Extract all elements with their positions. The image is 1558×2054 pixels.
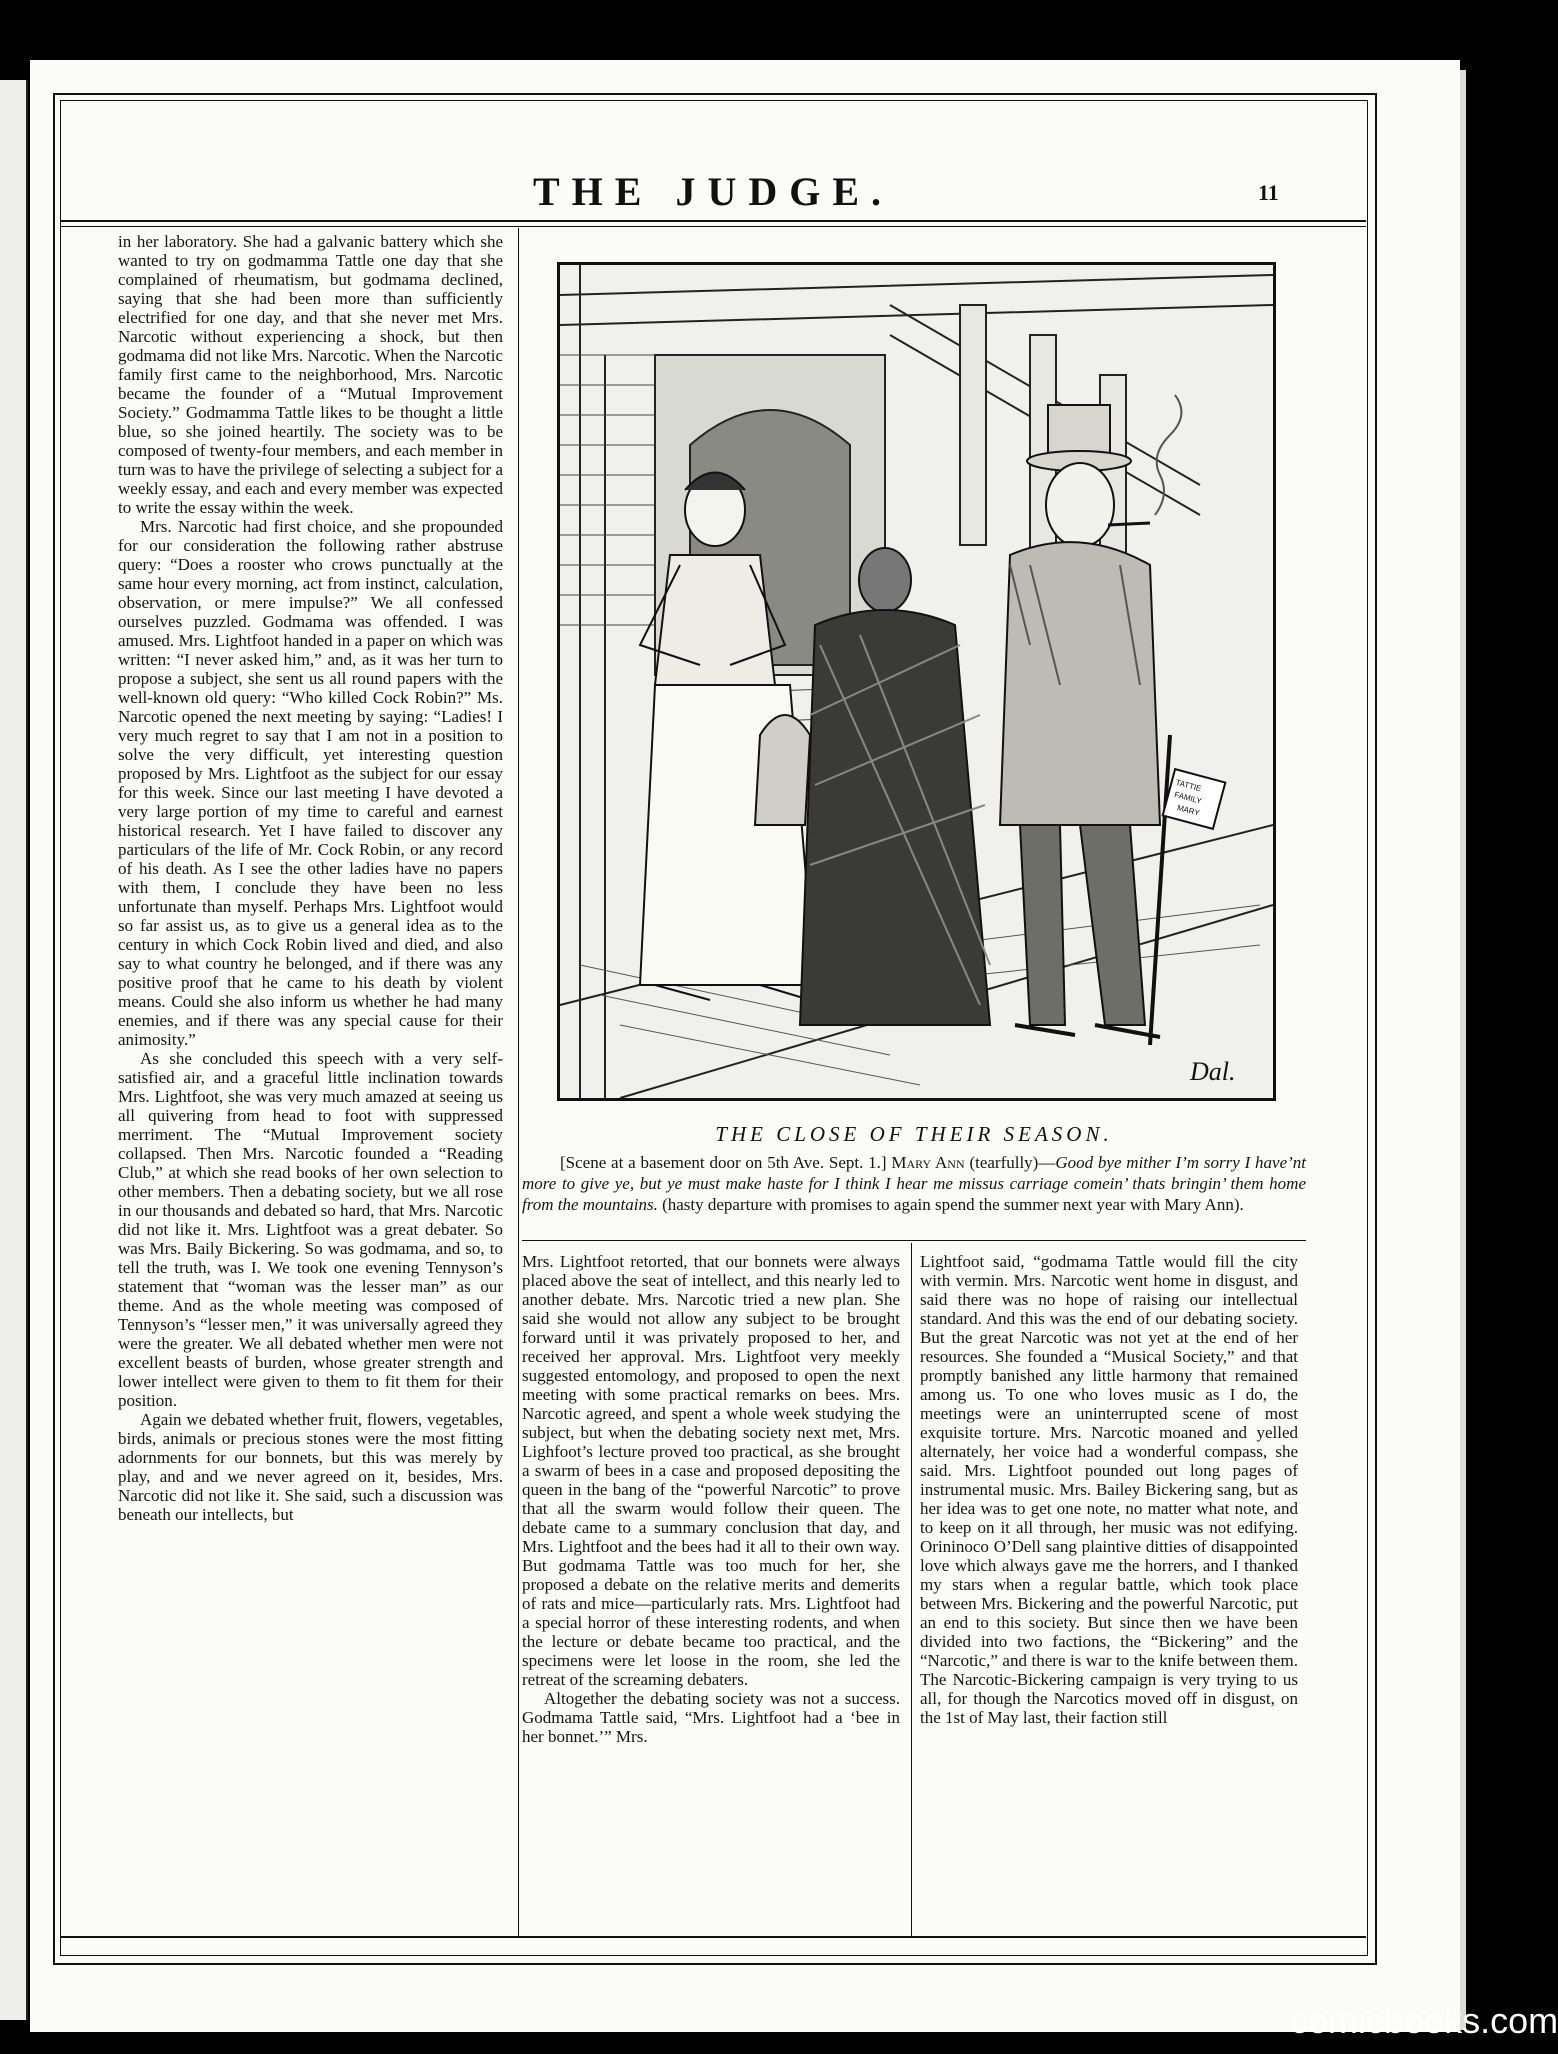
caption-lead: [Scene at a basement door on 5th Ave. Sept. 1.]	[560, 1153, 887, 1172]
sign-line-1: TATTIE	[1174, 777, 1203, 794]
sign-line-3: MARY	[1176, 803, 1201, 818]
cartoon-caption	[522, 1152, 1306, 1215]
header-rule-thin	[60, 226, 1366, 227]
page-number: 11	[1258, 180, 1279, 205]
adjacent-page-strip	[0, 80, 28, 2020]
paragraph: Again we debated whether fruit, flowers, vegetables, birds, animals or precious stones were the most fitting adornments for our bonnets, but this was merely by play, and and we never agreed on it, besides, Mrs. Narcotic did not like it. She said, such a discussion was beneath our intellects, but	[118, 1410, 503, 1524]
site-watermark: comicbooks.com	[1290, 2000, 1558, 2041]
paragraph: Mrs. Lightfoot retorted, that our bonnets were always placed above the seat of intellect, and this nearly led to another debate. Mrs. Narcotic tried a new plan. She said she would not allow any subject to be brought forward until it was privately proposed to her, and received her approval. Mrs. Lightfoot very meekly suggested entomology, and proposed to open the next meeting with some practical remarks on bees. Mrs. Narcotic agreed, and spent a whole week studying the subject, but when the debating society next met, Mrs. Lighfoot’s lecture proved too practical, as she brought a swarm of bees in a case and proposed depositing the queen in the bang of the “powerful Narcotic” to prove that all the swarm would follow their queen. The debate came to a summary conclusion that day, and Mrs. Lightfoot and the bees had it all to their own way. But godmama Tattle was too much for her, she proposed a debate on the relative merits and demerits of rats and mice—particularly rats. Mrs. Lightfoot had a special horror of these interesting rodents, and when the lecture or debate became too practical, and the specimens were let loose in the room, she led the retreat of the screaming debaters.	[522, 1252, 900, 1689]
paragraph: Altogether the debating society was not a success. Godmama Tattle said, “Mrs. Lightfoot had a ‘bee in her bonnet.’” Mrs.	[522, 1689, 900, 1746]
column-divider-right	[911, 1243, 912, 1936]
paragraph: Lightfoot said, “godmama Tattle would fill the city with vermin. Mrs. Narcotic went home in disgust, and said there was no hope of raising our intellectual standard. And this was the end of our debating society. But the great Narcotic was not yet at the end of her resources. She founded a “Musical Society,” and that promptly banished any little harmony that remained among us. To one who loves music as I do, the meetings were an uninterrupted scene of most exquisite torture. Mrs. Narcotic moaned and yelled alternately, her voice had a wonderful compass, she said. Mrs. Lightfoot pounded out long pages of instrumental music. Mrs. Bailey Bickering sang, but as her idea was to get one note, no matter what note, and to keep on it all through, her music was not edifying. Orininoco O’Dell sang plaintive ditties of disappointed love which always gave me the horrers, and I thanked my stars when a regular battle, which took place between Mrs. Bickering and the powerful Narcotic, put an end to this society. But since then we have been divided into two factions, the “Bickering” and the “Narcotic,” and there is war to the knife between them. The Narcotic-Bickering campaign is very trying to us all, for though the Narcotics moved off in disgust, on the 1st of May last, their faction still	[920, 1252, 1298, 1727]
paragraph: As she concluded this speech with a very self-satisfied air, and a graceful little inclination towards Mrs. Lightfoot, she was very much amazed at seeing us all quivering from head to foot with suppressed merriment. The “Mutual Improvement society collapsed. Then Mrs. Narcotic founded a “Reading Club,” at which she read books of her own selection to other members. Then a debating society, but we all rose in our thousands and debated so hard, that Mrs. Narcotic did not like it. Mrs. Lightfoot was a great debater. So was Mrs. Baily Bickering. So was godmama, and so, to tell the truth, was I. We took one evening Tennyson’s statement that “woman was the lesser man” as our theme. And as the whole meeting was composed of Tennyson’s “lesser men,” it was universally agreed they were the greater. We all debated whether men were not excellent beasts of burden, whose greater strength and lower intellect were given to them to fit them for their position.	[118, 1049, 503, 1410]
paragraph: Mrs. Narcotic had first choice, and she propounded for our consideration the following rather abstruse query: “Does a rooster who crows punctually at the same hour every morning, act from instinct, calculation, observation, or mere impulse?” We all confessed ourselves puzzled. Godmama was offended. I was amused. Mrs. Lightfoot handed in a paper on which was written: “I never asked him,” and, as it was her turn to propose a subject, she sent us all round papers with the well-known old query: “Who killed Cock Robin?” Ms. Narcotic opened the next meeting by saying: “Ladies! I very much regret to say that I am not in a position to solve the very difficult, yet interesting question proposed by Mrs. Lightfoot as the subject for our essay for this week. Since our last meeting I have devoted a very large portion of my time to careful and earnest historical research. Yet I have failed to discover any particulars of the life of Mr. Cock Robin, or any record of his death. As I see the other ladies have no papers with them, I conclude they have been no less unfortunate than myself. Perhaps Mrs. Lightfoot would so far assist us, as to give us a general idea as to the century in which Cock Robin lived and died, and also say to what country he belonged, and if there was any positive proof that he came to his death by violent means. Could she also inform us whether he had many enemies, and if there was any special cause for their animosity.”	[118, 517, 503, 1049]
paragraph: in her laboratory. She had a galvanic battery which she wanted to try on godmamma Tattle one day that she complained of rheumatism, but godmama declined, saying that she had been more than sufficiently electrified for one day, and that she never met Mrs. Narcotic without experiencing a shock, but then godmama did not like Mrs. Narcotic. When the Narcotic family first came to the neighborhood, Mrs. Narcotic became the founder of a “Mutual Improvement Society.” Godmamma Tattle likes to be thought a little blue, so she joined heartily. The society was to be composed of twenty-four members, and each member in turn was to have the privilege of selecting a subject for a weekly essay, and each and every member was expected to write the essay within the week.	[118, 232, 503, 517]
caption-quote: Good bye mither I’m sorry I have’nt more to give ye, but ye must make haste for I think I hear me missus carriage comein’ thats bringin’ them home from the mountains.	[522, 1153, 1306, 1214]
caption-tail: (hasty departure with promises to again spend the summer next year with Mary Ann).	[662, 1195, 1244, 1214]
article-column-right	[920, 1252, 1298, 1934]
column-divider-left	[518, 228, 519, 1936]
artist-signature: Dal.	[1190, 1057, 1236, 1086]
footer-rule	[60, 1936, 1366, 1938]
cartoon-title: THE CLOSE OF THEIR SEASON.	[715, 1122, 1113, 1146]
header-rule	[60, 220, 1366, 222]
caption-speaker: Mary Ann	[891, 1153, 965, 1172]
article-column-middle	[522, 1252, 900, 1934]
caption-stage-note: (tearfully)—	[969, 1153, 1056, 1172]
sign-line-2: FAMILY	[1173, 789, 1203, 806]
caption-rule	[522, 1240, 1306, 1241]
illustration-drawing	[560, 265, 1273, 1098]
article-column-left	[118, 232, 503, 1934]
masthead: THE JUDGE.	[532, 169, 894, 214]
cartoon-illustration	[557, 262, 1276, 1101]
